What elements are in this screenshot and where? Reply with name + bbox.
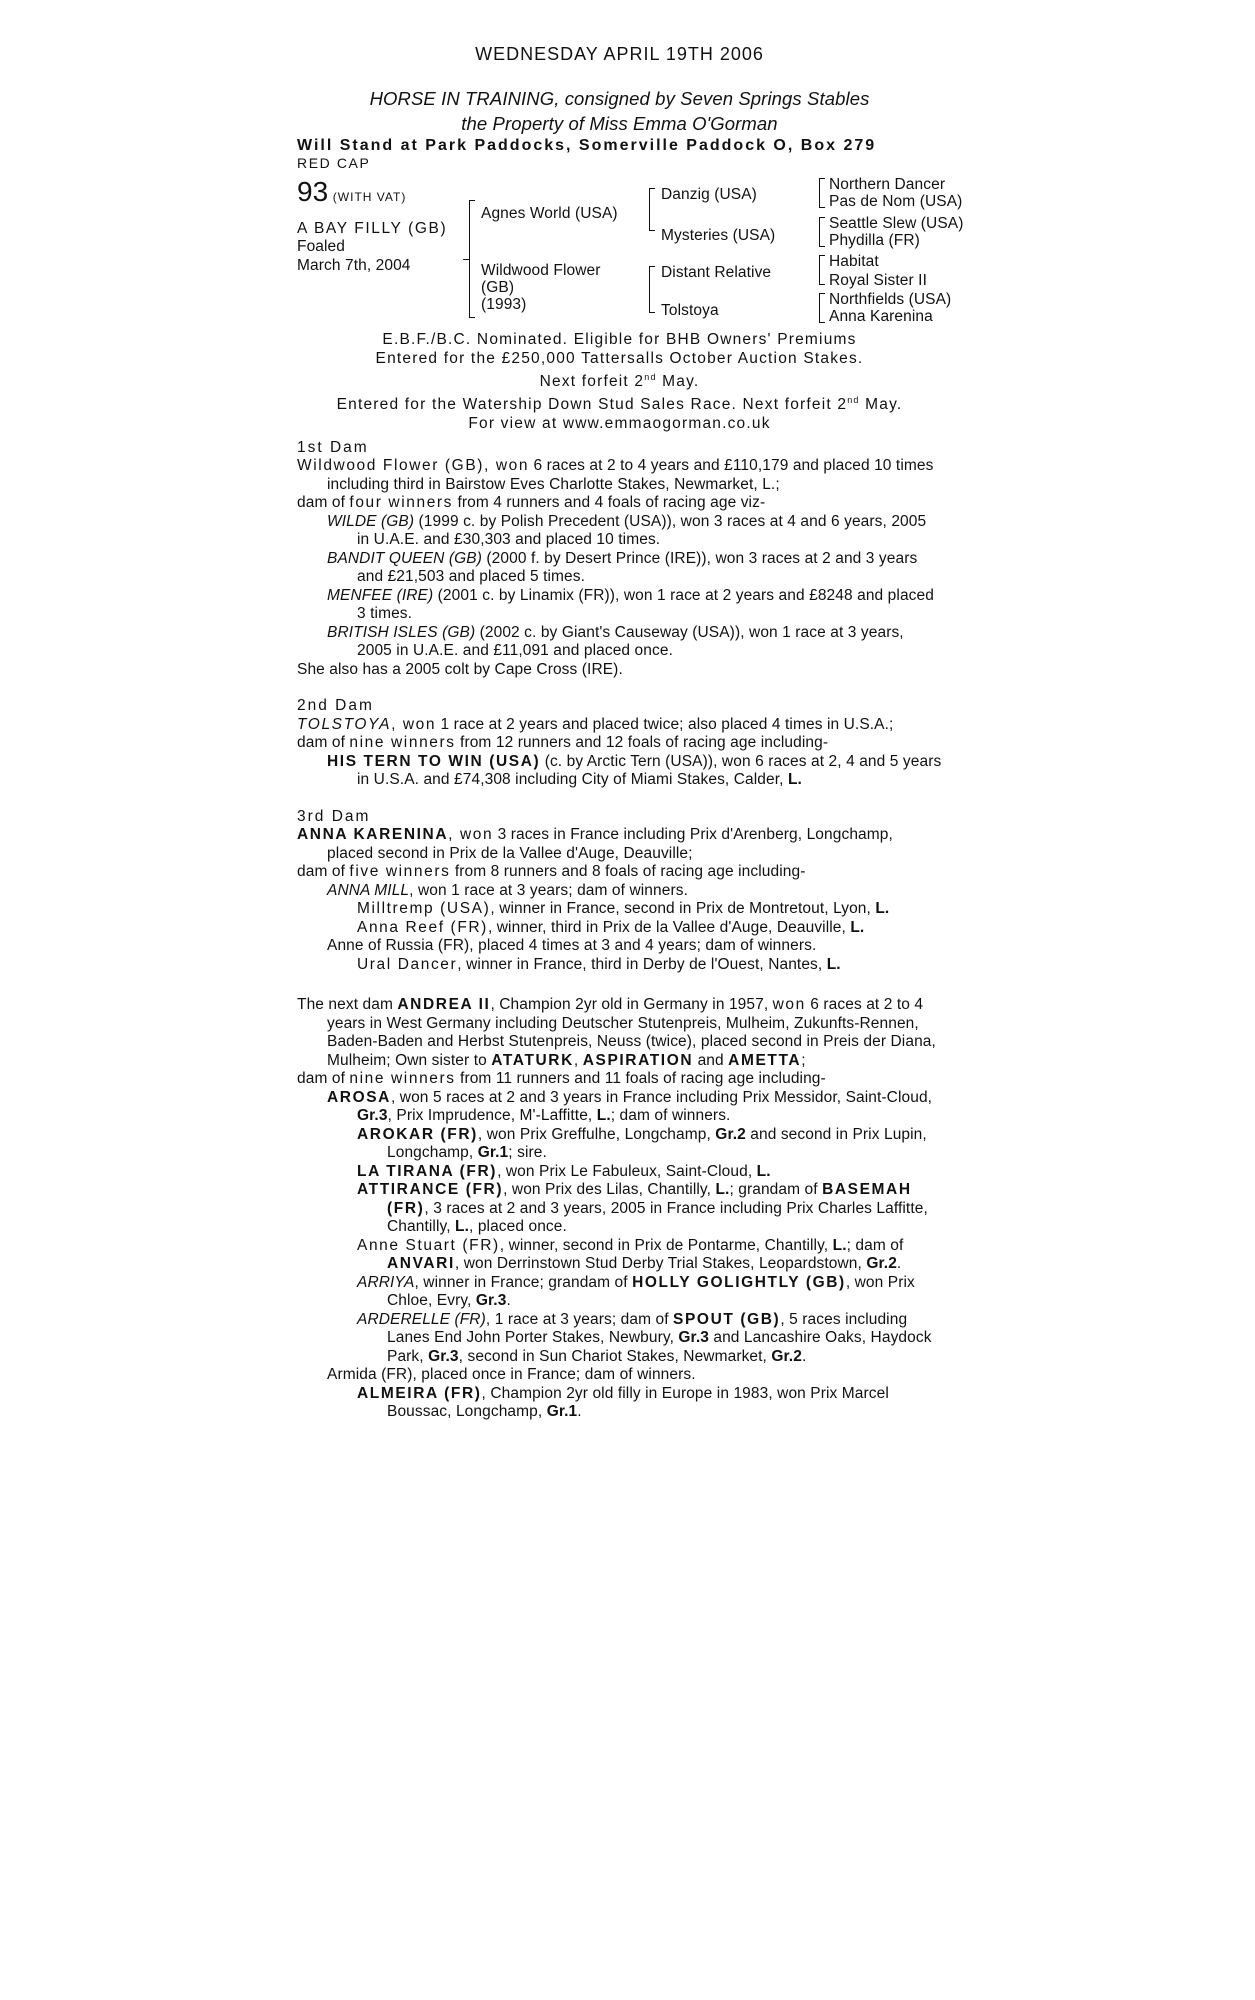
grandproduce-arriya: ARRIYA, winner in France; grandam of HOLLY GOLIGHTLY (GB), won Prix Chloe, Evry, Gr.3. — [357, 1273, 915, 1310]
dam-foaled-year: (1993) — [481, 295, 527, 313]
second-dam-record: TOLSTOYA, won 1 race at 2 years and placed twice; also placed 4 times in U.S.A.; — [297, 715, 894, 733]
sire-sire-sire: Northern Dancer — [829, 175, 946, 193]
produce-british-isles: BRITISH ISLES (GB) (2002 c. by Giant's Causeway (USA)), won 1 race at 3 years, 2005 in U.A.E. and £11,091 and placed once. — [327, 623, 904, 660]
dam-name-line-1: Wildwood Flower — [481, 261, 601, 279]
sire-brace — [649, 188, 650, 231]
sale-date: WEDNESDAY APRIL 19TH 2006 — [475, 44, 764, 64]
third-dam-record: ANNA KARENINA, won 3 races in France including Prix d'Arenberg, Longchamp, placed second in Prix de la Vallee d'Auge, Deauville; — [297, 826, 893, 862]
entry-notes — [297, 330, 942, 433]
next-dam-section — [297, 996, 942, 1422]
lot-number: 93 — [297, 175, 329, 207]
note-watership: Entered for the Watership Down Stud Sales Race. Next forfeit 2nd May. — [336, 394, 903, 413]
note-nominated: E.B.F./B.C. Nominated. Eligible for BHB Owners' Premiums — [382, 330, 857, 348]
grandproduce-anne-stuart: Anne Stuart (FR), winner, second in Prix de Pontarme, Chantilly, L.; dam of ANVARI, won Derrinstown Stud Derby Trial Stakes, Leopardstown, Gr.2. — [357, 1236, 904, 1273]
sire-sire-dam: Pas de Nom (USA) — [829, 192, 963, 210]
dam-dam-sire: Northfields (USA) — [829, 290, 952, 308]
produce-anne-of-russia: Anne of Russia (FR), placed 4 times at 3 and 4 years; dam of winners. — [327, 937, 817, 955]
second-dam-heading: 2nd Dam — [297, 697, 374, 715]
grandproduce-attirance: ATTIRANCE (FR), won Prix des Lilas, Chantilly, L.; grandam of BASEMAH (FR), 3 races at 2 and 3 years, 2005 in France including Prix Charles Laffitte, Chantilly, L., placed once. — [357, 1181, 928, 1236]
dam-dam-dam: Anna Karenina — [829, 307, 933, 325]
foaled-label: Foaled — [297, 238, 345, 255]
dam-brace — [649, 266, 650, 313]
brace-gen3-2 — [819, 217, 820, 247]
produce-menfee: MENFEE (IRE) (2001 c. by Linamix (FR)), won 1 race at 2 years and £8248 and placed 3 times. — [327, 586, 934, 623]
pedigree-brace-main-tip — [463, 259, 469, 262]
dam-sire-dam: Royal Sister II — [829, 271, 927, 289]
note-tattersalls: Entered for the £250,000 Tattersalls October Auction Stakes. — [375, 349, 864, 367]
grandproduce-la-tirana: LA TIRANA (FR), won Prix Le Fabuleux, Saint-Cloud, L. — [357, 1162, 771, 1180]
sire-dam-dam: Phydilla (FR) — [829, 231, 920, 249]
produce-anna-mill: ANNA MILL, won 1 race at 3 years; dam of winners. — [327, 881, 688, 899]
produce-arosa: AROSA, won 5 races at 2 and 3 years in France including Prix Messidor, Saint-Cloud, Gr.3, Prix Imprudence, M'-Laffitte, L.; dam of winners. — [327, 1088, 933, 1125]
produce-armida: Armida (FR), placed once in France; dam of winners. — [327, 1366, 696, 1384]
produce-wilde: WILDE (GB) (1999 c. by Polish Precedent (USA)), won 3 races at 4 and 6 years, 2005 in U.A.E. and £30,303 and placed 10 times. — [327, 512, 927, 549]
grandproduce-almeira: ALMEIRA (FR), Champion 2yr old filly in Europe in 1983, won Prix Marcel Boussac, Longchamp, Gr.1. — [357, 1384, 889, 1421]
third-dam-section — [297, 808, 942, 975]
grandproduce-arderelle: ARDERELLE (FR), 1 race at 3 years; dam of SPOUT (GB), 5 races including Lanes End John Porter Stakes, Newbury, Gr.3 and Lancashire Oaks, Haydock Park, Gr.3, second in Sun Chariot Stakes, Newmarket, Gr.2. — [357, 1310, 932, 1365]
third-dam-heading: 3rd Dam — [297, 807, 371, 825]
second-dam-produce-summary: dam of nine winners from 12 runners and 12 foals of racing age including- — [297, 734, 829, 752]
brace-gen3-4 — [819, 293, 820, 323]
second-dam-section — [297, 697, 942, 790]
produce-his-tern-to-win: HIS TERN TO WIN (USA) (c. by Arctic Tern (USA)), won 6 races at 2, 4 and 5 years in U.S.A. and £74,308 including City of Miami Stakes, Calder, L. — [327, 752, 942, 789]
next-dam-produce-summary: dam of nine winners from 11 runners and 11 foals of racing age including- — [297, 1070, 826, 1088]
foaled-date: March 7th, 2004 — [297, 256, 411, 274]
consignment-line-1: HORSE IN TRAINING, consigned by Seven Springs Stables — [369, 87, 870, 109]
lot-description: A BAY FILLY (GB) — [297, 219, 448, 237]
first-dam-record: Wildwood Flower (GB), won 6 races at 2 to 4 years and £110,179 and placed 10 times including third in Bairstow Eves Charlotte Stakes, Newmarket, L.; — [297, 457, 934, 493]
third-dam-produce-summary: dam of five winners from 8 runners and 8 foals of racing age including- — [297, 863, 806, 881]
produce-bandit-queen: BANDIT QUEEN (GB) (2000 f. by Desert Prince (IRE)), won 3 races at 2 and 3 years and £21,503 and placed 5 times. — [327, 549, 918, 586]
grandproduce-milltremp: Milltremp (USA), winner in France, second in Prix de Montretout, Lyon, L. — [357, 900, 890, 918]
vat-note: (WITH VAT) — [332, 189, 407, 204]
first-dam-produce-summary: dam of four winners from 4 runners and 4 foals of racing age viz- — [297, 494, 766, 512]
grandproduce-anna-reef: Anna Reef (FR), winner, third in Prix de la Vallee d'Auge, Deauville, L. — [357, 918, 865, 936]
first-dam-section — [297, 439, 942, 680]
pedigree-block — [297, 175, 964, 325]
catalogue-page — [297, 44, 964, 1422]
note-forfeit-1: Next forfeit 2nd May. — [539, 371, 700, 390]
note-view: For view at www.emmaogorman.co.uk — [468, 414, 771, 432]
brace-gen3-3 — [819, 255, 820, 285]
dam-name-line-2: (GB) — [481, 278, 515, 296]
sire-name: Agnes World (USA) — [481, 204, 618, 222]
pedigree-brace-main — [469, 200, 470, 318]
lot-info — [297, 176, 472, 276]
grandproduce-ural-dancer: Ural Dancer, winner in France, third in Derby de l'Ouest, Nantes, L. — [357, 955, 841, 973]
first-dam-also: She also has a 2005 colt by Cape Cross (IRE). — [297, 660, 623, 678]
next-dam-record: The next dam ANDREA II, Champion 2yr old in Germany in 1957, won 6 races at 2 to 4 years in West Germany including Deutscher Stutenpreis, Mulheim, Zukunfts-Rennen, Baden-Baden and Herbst Stutenpreis, Neuss (twice), placed second in Preis der Diana, Mulheim; Own sister to ATATURK, ASPIRATION and AMETTA; — [297, 996, 936, 1069]
sire-dam-sire: Seattle Slew (USA) — [829, 214, 964, 232]
first-dam-heading: 1st Dam — [297, 438, 369, 456]
cap-colour: RED CAP — [297, 154, 371, 171]
dam-sire-sire: Habitat — [829, 252, 879, 270]
grandproduce-arokar: AROKAR (FR), won Prix Greffulhe, Longchamp, Gr.2 and second in Prix Lupin, Longchamp, Gr.1; sire. — [357, 1125, 927, 1162]
sire-sire: Danzig (USA) — [661, 185, 757, 203]
brace-gen3-1 — [819, 178, 820, 208]
stand-location: Will Stand at Park Paddocks, Somerville Paddock O, Box 279 — [297, 136, 877, 154]
sire-dam: Mysteries (USA) — [661, 226, 776, 244]
dam-dam: Tolstoya — [661, 301, 719, 319]
consignment-line-2: the Property of Miss Emma O'Gorman — [461, 112, 778, 134]
dam-sire: Distant Relative — [661, 263, 772, 281]
